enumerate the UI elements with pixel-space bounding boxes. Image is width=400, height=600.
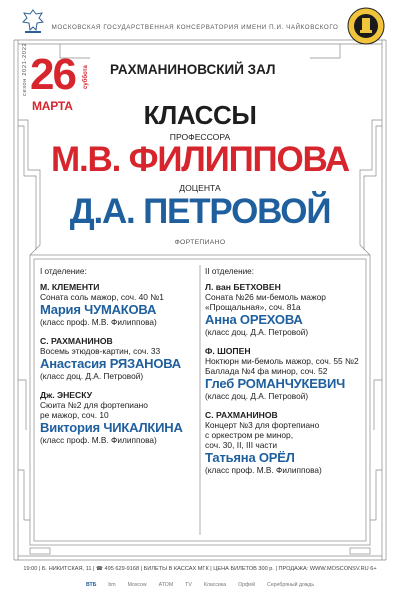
- work-title: Сюита №2 для фортепиано: [40, 400, 148, 410]
- hall-name: РАХМАНИНОВСКИЙ ЗАЛ: [110, 62, 276, 77]
- work-title: соч. 30, II, III части: [205, 440, 278, 450]
- sponsor-logo: bm: [108, 582, 116, 588]
- title-professor-name: М.В. ФИЛИППОВА: [51, 140, 349, 179]
- title-instrument: ФОРТЕПИАНО: [174, 239, 226, 246]
- work-title: ре мажор, соч. 10: [40, 410, 109, 420]
- date-weekday: суббота: [83, 65, 89, 89]
- work-title: Ноктюрн ми-бемоль мажор, соч. 55 №2: [205, 356, 359, 366]
- class-note: (класс доц. Д.А. Петровой): [205, 391, 309, 401]
- season-label: сезон 2021-2022: [22, 42, 28, 96]
- composer: Ф. ШОПЕН: [205, 346, 251, 356]
- sponsor-logo: Классика: [203, 582, 227, 588]
- program-item: [205, 282, 375, 337]
- work-title: с оркестром ре минор,: [205, 430, 294, 440]
- performer: Мария ЧУМАКОВА: [40, 302, 157, 317]
- program-item: [40, 390, 198, 445]
- sponsor-logo: ATOM: [158, 582, 174, 588]
- date-month: МАРТА: [32, 99, 73, 113]
- program-item: [40, 336, 198, 381]
- sponsor-logo: Орфей: [238, 582, 256, 588]
- program-item: [205, 346, 375, 401]
- title-professor-label: ПРОФЕССОРА: [169, 132, 231, 142]
- footer-info: 19:00 | Б. НИКИТСКАЯ, 11 | ☎ 495 629-9168 | БИЛЕТЫ В КАССАХ МГК | ЦЕНА БИЛЕТОВ 300 р. | ПРОДАЖА: WWW.MOSCONSV.RU 6+: [23, 566, 377, 572]
- composer: М. КЛЕМЕНТИ: [40, 282, 100, 292]
- title-docent-name: Д.А. ПЕТРОВОЙ: [69, 192, 331, 231]
- performer: Татьяна ОРЁЛ: [205, 450, 295, 465]
- program-right-column: [205, 267, 375, 475]
- performer: Виктория ЧИКАЛКИНА: [40, 420, 183, 435]
- program-left-column: [40, 267, 198, 445]
- title-classes: КЛАССЫ: [143, 100, 257, 130]
- performer: Анастасия РЯЗАНОВА: [40, 356, 181, 371]
- sponsor-logo: TV: [185, 582, 192, 588]
- work-title: Восемь этюдов-картин, соч. 33: [40, 346, 161, 356]
- program-item: [40, 282, 198, 327]
- work-title: Баллада №4 фа минор, соч. 52: [205, 366, 328, 376]
- class-note: (класс проф. М.В. Филиппова): [40, 317, 157, 327]
- composer: Дж. ЭНЕСКУ: [40, 390, 93, 400]
- date-day: 26: [30, 50, 75, 99]
- work-title: Концерт №3 для фортепиано: [205, 420, 320, 430]
- work-title: Соната соль мажор, соч. 40 №1: [40, 292, 164, 302]
- sponsor-logo: Серебряный дождь: [267, 582, 315, 588]
- section-label: II отделение:: [205, 267, 254, 276]
- composer: Л. ван БЕТХОВЕН: [205, 282, 281, 292]
- section-label: I отделение:: [40, 267, 87, 276]
- program-item: [205, 410, 375, 475]
- emblem-logo: [20, 8, 46, 36]
- work-title: Соната №26 ми-бемоль мажор: [205, 292, 326, 302]
- class-note: (класс доц. Д.А. Петровой): [205, 327, 309, 337]
- conservatory-seal-logo: [346, 6, 386, 46]
- composer: С. РАХМАНИНОВ: [205, 410, 278, 420]
- composer: С. РАХМАНИНОВ: [40, 336, 113, 346]
- conservatory-name: МОСКОВСКАЯ ГОСУДАРСТВЕННАЯ КОНСЕРВАТОРИЯ ИМЕНИ П.И. ЧАЙКОВСКОГО: [51, 24, 339, 31]
- sponsor-strip: [0, 582, 400, 594]
- title-docent-label: ДОЦЕНТА: [179, 183, 221, 193]
- eagle-icon: [20, 8, 46, 36]
- class-note: (класс доц. Д.А. Петровой): [40, 371, 144, 381]
- class-note: (класс проф. М.В. Филиппова): [40, 435, 157, 445]
- sponsor-logo: Moscow: [127, 582, 147, 588]
- performer: Глеб РОМАНЧУКЕВИЧ: [205, 376, 346, 391]
- performer: Анна ОРЕХОВА: [205, 312, 303, 327]
- work-title: «Прощальная», соч. 81а: [205, 302, 301, 312]
- sponsor-logo: ВТБ: [85, 582, 97, 588]
- class-note: (класс проф. М.В. Филиппова): [205, 465, 322, 475]
